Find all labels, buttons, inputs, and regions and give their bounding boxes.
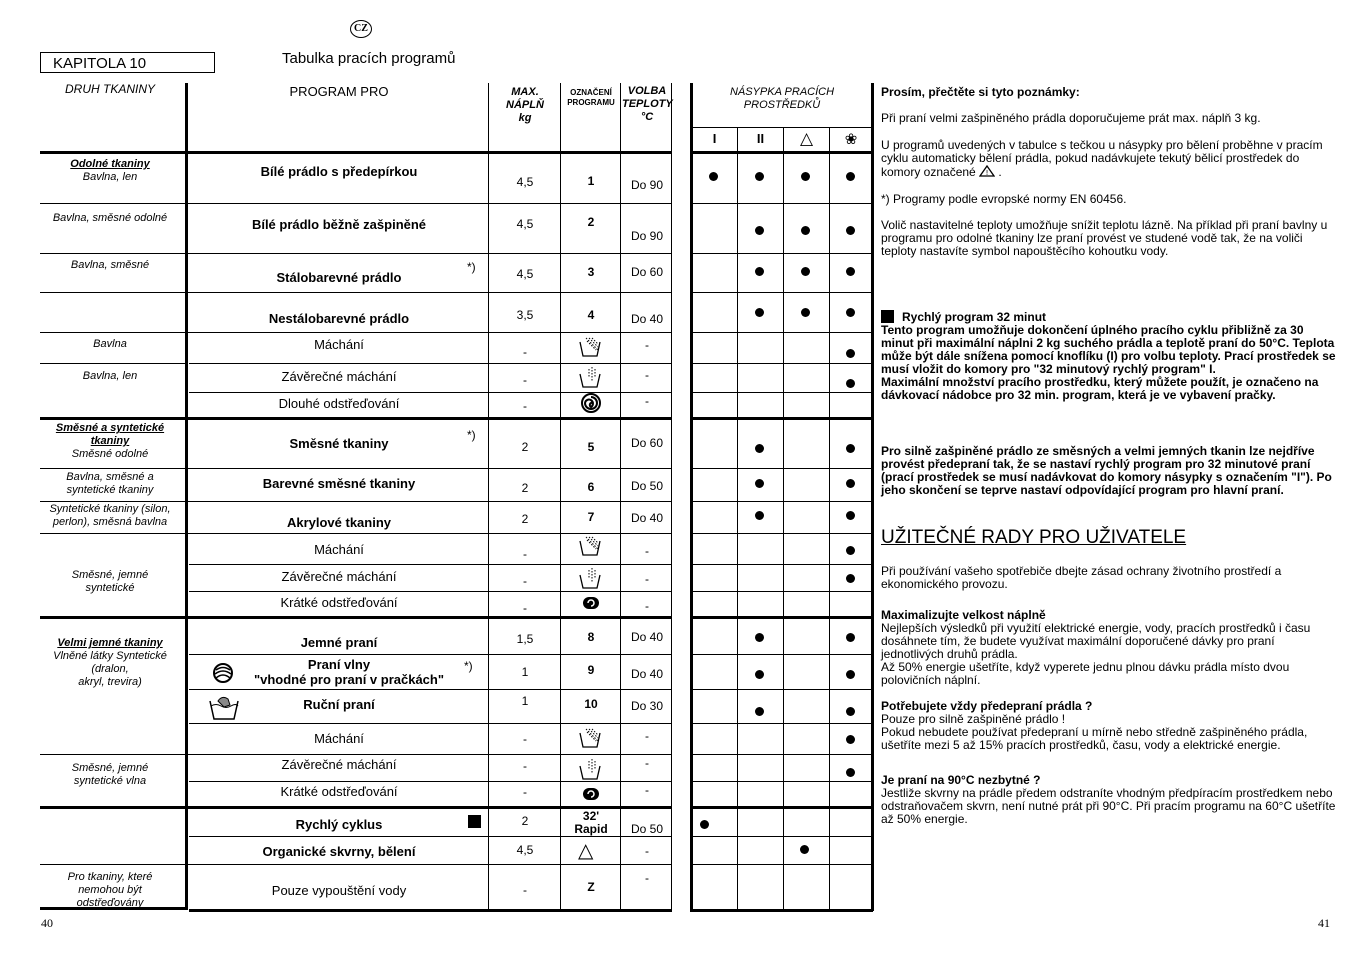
- program-number: 2: [587, 215, 595, 229]
- temp-value: Do 40: [630, 312, 664, 326]
- grid-line: [690, 836, 873, 837]
- footnote-mark: *): [467, 260, 476, 274]
- page-number-right: 41: [1318, 916, 1330, 930]
- load-value: -: [523, 399, 527, 413]
- grid-line: [690, 616, 873, 619]
- tips-intro: Při používání vašeho spotřebiče dbejte zásad ochrany životního prostředí a ekonomického provozu.: [881, 564, 1282, 591]
- program-number: 32' Rapid: [574, 809, 608, 836]
- temp-value: -: [645, 394, 649, 408]
- grid-line: [40, 151, 672, 154]
- temp-value: Do 50: [630, 822, 664, 836]
- rinse-icon: [578, 727, 602, 749]
- grid-line: [40, 864, 672, 865]
- load-value: 2: [521, 481, 529, 495]
- load-value: -: [523, 785, 527, 799]
- header-program: PROGRAM PRO: [289, 84, 389, 99]
- grid-line: [690, 468, 873, 469]
- program-name: Bílé prádlo s předepírkou: [260, 164, 418, 179]
- grid-line: [690, 909, 873, 912]
- compartment-dot: [755, 308, 764, 317]
- load-value: -: [523, 883, 527, 897]
- temp-value: -: [645, 338, 649, 352]
- compartment-dot: [846, 670, 855, 679]
- grid-line: [189, 836, 672, 837]
- wool-icon: [212, 662, 234, 684]
- temp-value: Do 40: [630, 630, 664, 644]
- fabric-group-3: Velmi jemné tkaniny Vlněné látky Syntetické (dralon, akryl, trevira): [53, 637, 167, 688]
- temp-value: Do 60: [630, 265, 664, 279]
- program-name: Akrylové tkaniny: [286, 515, 392, 530]
- compartment-dot: [801, 172, 810, 181]
- temp-value: -: [645, 844, 649, 858]
- temp-value: -: [645, 368, 649, 382]
- footnote-mark: *): [464, 659, 473, 673]
- country-badge: CZ: [350, 20, 372, 38]
- footnote-mark: *): [467, 428, 476, 442]
- compartment-softener: ❀: [844, 131, 858, 148]
- program-name: Barevné směsné tkaniny: [262, 476, 416, 491]
- fabric-cell: Syntetické tkaniny (silon, perlon), směsná bavlna: [49, 503, 171, 528]
- grid-line: [829, 128, 830, 910]
- load-value: 1: [521, 665, 529, 679]
- grid-line: [40, 501, 672, 502]
- grid-line: [560, 83, 561, 910]
- compartment-dot: [846, 349, 855, 358]
- fabric-cell: Bavlna, směsné a syntetické tkaniny: [66, 471, 154, 496]
- grid-line: [189, 654, 672, 655]
- compartment-dot: [846, 574, 855, 583]
- grid-line: [40, 754, 672, 755]
- grid-line: [871, 83, 874, 911]
- grid-line: [690, 332, 873, 333]
- temp-value: Do 60: [630, 436, 664, 450]
- notes-paragraph: Volič nastavitelné teploty umožňuje snížit teplotu lázně. Na příklad při praní bavlny u programu pro odolné tkaniny lze praní provést ve studené vodě tak, že na voliči teploty nastavíte symbol napouštěcího kohoutku vody.: [881, 218, 1328, 258]
- temp-value: -: [645, 544, 649, 558]
- load-value: 3,5: [516, 308, 534, 322]
- temp-value: -: [645, 572, 649, 586]
- load-value: 1: [521, 694, 529, 708]
- program-number: 3: [587, 265, 595, 279]
- temp-value: Do 50: [630, 479, 664, 493]
- compartment-dot: [846, 172, 855, 181]
- program-name: Praní vlny "vhodné pro praní v pračkách": [253, 657, 445, 687]
- grid-line: [189, 723, 672, 724]
- program-name: Krátké odstřeďování: [280, 784, 398, 799]
- compartment-dot: [846, 267, 855, 276]
- program-name: Máchání: [314, 731, 364, 746]
- compartment-dot: [846, 444, 855, 453]
- compartment-dot: [846, 707, 855, 716]
- grid-line: [690, 83, 693, 911]
- compartment-dot: [846, 379, 855, 388]
- notes-paragraph: *) Programy podle evropské normy EN 60456.: [881, 192, 1127, 206]
- program-name: Nestálobarevné prádlo: [268, 311, 410, 326]
- load-value: -: [523, 373, 527, 387]
- grid-line: [690, 392, 873, 393]
- temp-value: Do 90: [630, 178, 664, 192]
- temp-value: Do 40: [630, 667, 664, 681]
- grid-line: [690, 151, 873, 154]
- temp-value: -: [645, 871, 649, 885]
- program-number: 5: [587, 440, 595, 454]
- grid-line: [620, 83, 621, 910]
- bleach-warning-icon: [979, 165, 995, 177]
- rapid-section: Rychlý program 32 minut Tento program umožňuje dokončení úplného pracího cyklu přibližně za 30 minut při maximální náplni 2 kg suchého prádla a teplotě praní do 50°C. Teplota může být dále snížena pomocí knoflíku (I) pro volbu teploty. Prací prostředek se musí vložit do komory pro "32 minutový rychlý program" I. Maximální množství pracího prostředku, který můžete použít, je označeno na dávkovací nádobce pro 32 min. program, která je ve vybavení pračky.: [881, 310, 1336, 402]
- grid-line: [189, 591, 672, 592]
- temp-value: -: [645, 599, 649, 613]
- load-value: -: [523, 574, 527, 588]
- fabric-cell: Bavlna, směsné: [70, 259, 150, 271]
- short-spin-icon: [581, 786, 601, 802]
- program-name: Dlouhé odstřeďování: [278, 396, 400, 411]
- compartment-dot: [755, 479, 764, 488]
- hand-wash-icon: [208, 695, 240, 721]
- grid-line: [690, 654, 873, 655]
- load-value: 4,5: [516, 843, 534, 857]
- load-value: -: [523, 547, 527, 561]
- program-name: Stálobarevné prádlo: [276, 270, 402, 285]
- compartment-dot: [755, 670, 764, 679]
- tips-section: Potřebujete vždy předepraní prádla ? Pouze pro silně zašpiněné prádlo ! Pokud nebudete používat předepraní u mírně nebo středně zašpiněného prádla, ušetříte mezi 5 až 15% pracích prostředků, času, vody a elektrické energie.: [881, 699, 1308, 752]
- grid-line: [189, 564, 672, 565]
- program-name: Směsné tkaniny: [289, 436, 389, 451]
- program-name: Máchání: [314, 542, 364, 557]
- grid-line: [40, 292, 672, 293]
- compartment-dot: [846, 308, 855, 317]
- fabric-group-4: Pro tkaniny, které nemohou být odstřeďovány: [67, 871, 153, 909]
- program-name: Bílé prádlo běžně zašpiněné: [251, 217, 427, 232]
- compartment-dot: [846, 768, 855, 777]
- grid-line: [189, 781, 672, 782]
- grid-line: [690, 203, 873, 204]
- grid-line: [690, 363, 873, 364]
- grid-line: [690, 127, 873, 128]
- grid-line: [690, 754, 873, 755]
- compartment-dot: [846, 511, 855, 520]
- chapter-label: KAPITOLA 10: [40, 52, 215, 73]
- header-load: MAX. NÁPLŇ kg: [506, 86, 544, 124]
- program-number: Z: [587, 880, 595, 894]
- short-spin-icon: [581, 595, 601, 611]
- program-number: 9: [587, 663, 595, 677]
- temp-value: -: [645, 783, 649, 797]
- grid-line: [40, 203, 672, 204]
- compartment-1: I: [712, 131, 717, 146]
- notes-paragraph: Při praní velmi zašpiněného prádla doporučujeme prát max. náplň 3 kg.: [881, 111, 1261, 125]
- program-name: Ruční praní: [303, 697, 375, 712]
- compartment-dot: [846, 226, 855, 235]
- grid-line: [40, 533, 672, 534]
- grid-line: [40, 468, 672, 469]
- compartment-dot: [846, 546, 855, 555]
- notes-paragraph: U programů uvedených v tabulce s tečkou u násypky pro bělení proběhne v pracím cyklu automaticky bělení prádla, pokud nadávkujete tekutý bělicí prostředek do komory označené ! .: [881, 138, 1323, 179]
- fabric-group-1: Odolné tkaniny Bavlna, len: [70, 158, 150, 183]
- rinse-icon: [578, 535, 602, 557]
- tips-title: UŽITEČNÉ RADY PRO UŽIVATELE: [881, 527, 1187, 548]
- load-value: -: [523, 759, 527, 773]
- program-number: 7: [587, 510, 595, 524]
- fabric-cell: Bavlna, směsné odolné: [52, 212, 168, 224]
- tips-section: Je praní na 90°C nezbytné ? Jestliže skvrny na prádle předem odstraníte vhodným předpíracím prostředkem nebo odstraňovačem skvrn, není nutné prát při 90°C. Při pracím programu na 60°C ušetříte až 50% energie.: [881, 773, 1336, 826]
- program-name: Závěrečné máchání: [281, 369, 397, 384]
- grid-line: [40, 363, 185, 364]
- load-value: -: [523, 345, 527, 359]
- grid-line: [690, 417, 873, 420]
- header-fabric: DRUH TKANINY: [64, 82, 155, 96]
- grid-line: [690, 501, 873, 502]
- fabric-group-2: Směsné a syntetické tkaniny Směsné odolné: [55, 422, 165, 460]
- grid-line: [690, 864, 873, 865]
- compartment-dot: [755, 633, 764, 642]
- notes-title: Prosím, přečtěte si tyto poznámky:: [881, 85, 1080, 99]
- compartment-bleach: △: [799, 129, 814, 148]
- grid-line: [690, 591, 873, 592]
- grid-line: [189, 689, 672, 690]
- load-value: -: [523, 732, 527, 746]
- grid-line: [690, 723, 873, 724]
- compartment-2: II: [756, 131, 765, 146]
- compartment-dot: [801, 267, 810, 276]
- program-name: Závěrečné máchání: [281, 569, 397, 584]
- compartment-dot: [846, 479, 855, 488]
- program-name: Máchání: [314, 337, 364, 352]
- compartment-dot: [755, 444, 764, 453]
- grid-line: [189, 363, 672, 364]
- header-number: OZNAČENÍ PROGRAMU: [567, 88, 615, 107]
- final-rinse-icon: [578, 365, 602, 389]
- notes-paragraph: Pro silně zašpiněné prádlo ze směsných a velmi jemných tkanin lze nejdříve provést předepraní tak, že se nastaví rychlý program pro 32 minutové praní (prací prostředek se musí nadávkovat do komory násypky s označením "I"). Po jeho skončení se teprve nastaví odpovídající program pro hlavní praní.: [881, 444, 1332, 497]
- program-number: 8: [587, 630, 595, 644]
- compartment-dot: [755, 511, 764, 520]
- grid-line: [690, 689, 873, 690]
- load-value: -: [523, 601, 527, 615]
- compartment-dot: [709, 172, 718, 181]
- load-value: 1,5: [516, 632, 534, 646]
- grid-line: [40, 332, 672, 333]
- compartment-dot: [755, 267, 764, 276]
- load-value: 4,5: [516, 217, 534, 231]
- fabric-cell: Směsné, jemné syntetické vlna: [71, 762, 149, 787]
- compartment-dot: [846, 735, 855, 744]
- header-temp: VOLBA TEPLOTY °C: [622, 85, 673, 123]
- svg-text:!: !: [985, 169, 989, 177]
- program-name: Organické skvrny, bělení: [262, 844, 416, 859]
- grid-line: [40, 616, 672, 619]
- load-value: 2: [521, 814, 529, 828]
- fabric-cell: Bavlna: [93, 338, 127, 350]
- program-name: Krátké odstřeďování: [280, 595, 398, 610]
- load-value: 2: [521, 440, 529, 454]
- program-number: 1: [587, 174, 595, 188]
- grid-line: [40, 253, 672, 254]
- compartment-dot: [755, 226, 764, 235]
- tips-section: Maximalizujte velkost náplně Nejlepších výsledků při využití elektrické energie, vody, pracích prostředků i času dosáhnete tím, že budete využívat maximální doporučené dávky pro praní jednotlivých druhů prádla. Až 50% energie ušetříte, když vyperete jednu plnou dávku prádla místo dvou polovičních náplní.: [881, 608, 1311, 687]
- grid-line: [690, 564, 873, 565]
- grid-line: [690, 533, 873, 534]
- temp-value: Do 40: [630, 511, 664, 525]
- page-title: Tabulka pracích programů: [282, 50, 456, 67]
- grid-line: [690, 806, 873, 809]
- compartment-dot: [755, 707, 764, 716]
- grid-line: [737, 128, 738, 910]
- compartment-dot: [800, 845, 809, 854]
- compartment-dot: [755, 172, 764, 181]
- program-name: Pouze vypouštění vody: [271, 883, 407, 898]
- grid-line: [690, 292, 873, 293]
- load-value: 4,5: [516, 267, 534, 281]
- compartment-dot: [801, 226, 810, 235]
- long-spin-icon: [581, 393, 601, 413]
- program-number: 6: [587, 480, 595, 494]
- grid-line: [185, 83, 188, 910]
- compartment-dot: [801, 308, 810, 317]
- final-rinse-icon: [578, 566, 602, 590]
- program-name: Jemné praní: [300, 635, 378, 650]
- temp-value: Do 90: [630, 229, 664, 243]
- rapid-square-icon: [468, 815, 481, 828]
- program-number: 4: [587, 308, 595, 322]
- load-value: 2: [521, 512, 529, 526]
- compartment-dot: [700, 820, 709, 829]
- bleach-triangle-icon: △: [578, 840, 594, 862]
- grid-line: [690, 253, 873, 254]
- grid-line: [189, 909, 672, 912]
- temp-value: -: [645, 729, 649, 743]
- program-number: 10: [584, 697, 598, 711]
- grid-line: [40, 417, 672, 420]
- compartment-dot: [846, 633, 855, 642]
- program-name: Závěrečné máchání: [281, 757, 397, 772]
- page-number-left: 40: [41, 916, 53, 930]
- rapid-square-icon: [881, 310, 894, 323]
- grid-line: [40, 806, 672, 809]
- program-name: Rychlý cyklus: [295, 817, 383, 832]
- temp-value: -: [645, 756, 649, 770]
- header-detergent: NÁSYPKA PRACÍCH PROSTŘEDKŮ: [729, 86, 835, 111]
- rinse-icon: [578, 336, 602, 358]
- fabric-cell: Bavlna, len: [82, 370, 138, 382]
- load-value: 4,5: [516, 175, 534, 189]
- final-rinse-icon: [578, 757, 602, 781]
- fabric-cell: Směsné, jemné syntetické: [71, 569, 149, 594]
- temp-value: Do 30: [630, 699, 664, 713]
- grid-line: [783, 128, 784, 910]
- grid-line: [690, 781, 873, 782]
